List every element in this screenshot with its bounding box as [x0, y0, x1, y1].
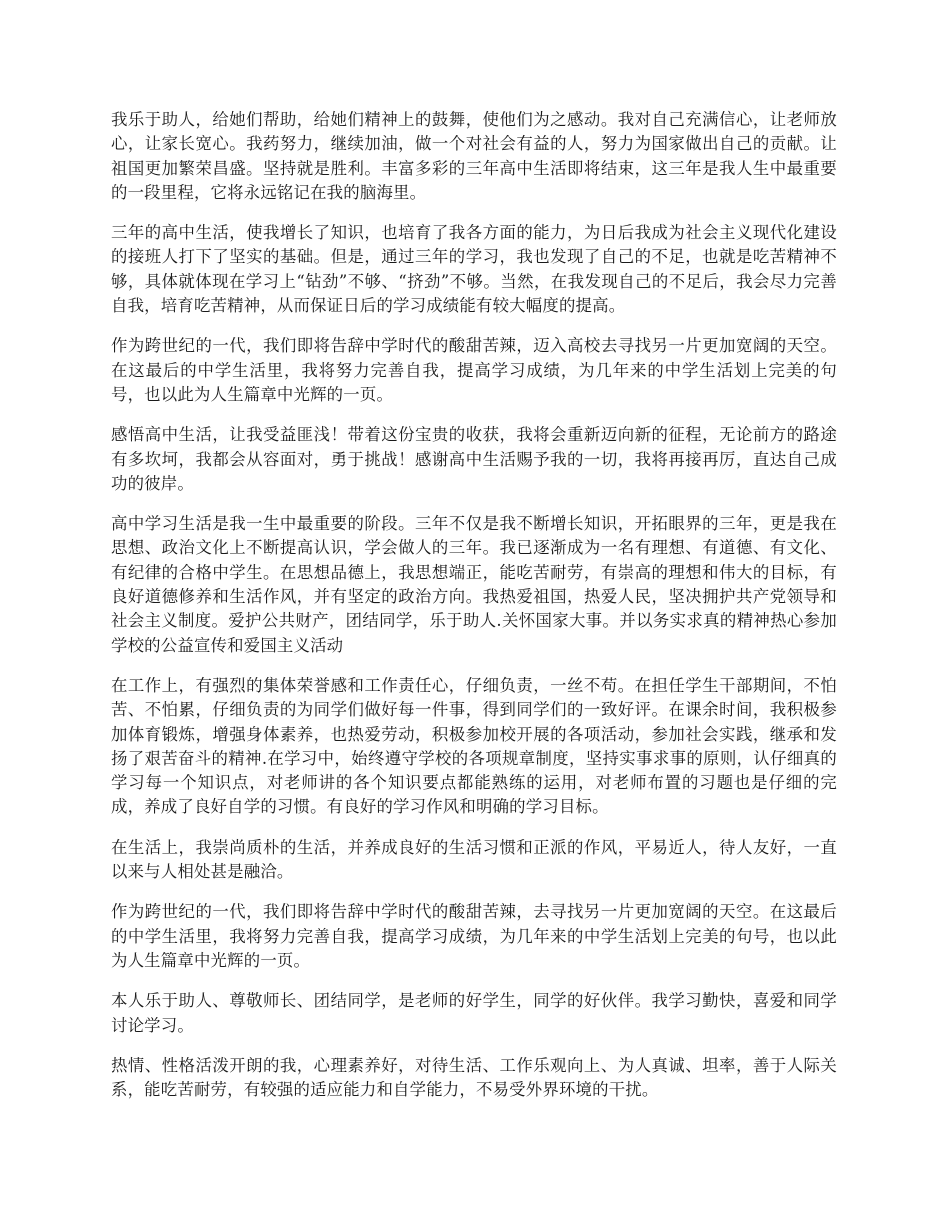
paragraph-9: 本人乐于助人、尊敬师长、团结同学，是老师的好学生，同学的好伙伴。我学习勤快，喜爱和同学讨论学习。: [111, 991, 837, 1035]
paragraph-5: 高中学习生活是我一生中最重要的阶段。三年不仅是我不断增长知识，开拓眼界的三年，更是我在思想、政治文化上不断提高认识，学会做人的三年。我已逐渐成为一名有理想、有道德、有文化、有纪律的合格中学生。在思想品德上，我思想端正，能吃苦耐劳，有崇高的理想和伟大的目标，有良好道德修养和生活作风，并有坚定的政治方向。我热爱祖国，热爱人民，坚决拥护共产党领导和社会主义制度。爱护公共财产，团结同学，乐于助人.关怀国家大事。并以务实求真的精神热心参加学校的公益宣传和爱国主义活动: [111, 514, 837, 655]
paragraph-8: 作为跨世纪的一代，我们即将告辞中学时代的酸甜苦辣，去寻找另一片更加宽阔的天空。在这最后的中学生活里，我将努力完善自我，提高学习成绩，为几年来的中学生活划上完美的句号，也以此为人生篇章中光辉的一页。: [111, 902, 837, 970]
paragraph-3: 作为跨世纪的一代，我们即将告辞中学时代的酸甜苦辣，迈入高校去寻找另一片更加宽阔的天空。在这最后的中学生活里，我将努力完善自我，提高学习成绩，为几年来的中学生活划上完美的句号，也以此为人生篇章中光辉的一页。: [111, 336, 837, 404]
paragraph-10: 热情、性格活泼开朗的我，心理素养好，对待生活、工作乐观向上、为人真诚、坦率，善于人际关系，能吃苦耐劳，有较强的适应能力和自学能力，不易受外界环境的干扰。: [111, 1055, 837, 1100]
paragraph-6: 在工作上，有强烈的集体荣誉感和工作责任心，仔细负责，一丝不苟。在担任学生干部期间，不怕苦、不怕累，仔细负责的为同学们做好每一件事，得到同学们的一致好评。在课余时间，我积极参加体育锻炼，增强身体素养，也热爱劳动，积极参加校开展的各项活动，参加社会实践，继承和发扬了艰苦奋斗的精神.在学习中，始终遵守学校的各项规章制度，坚持实事求事的原则，认仔细真的学习每一个知识点，对老师讲的各个知识要点都能熟练的运用，对老师布置的习题也是仔细的完成，养成了良好自学的习惯。有良好的学习作风和明确的学习目标。: [111, 675, 837, 817]
document-page: [111, 108, 837, 1118]
paragraph-7: 在生活上，我崇尚质朴的生活，并养成良好的生活习惯和正派的作风，平易近人，待人友好，一直以来与人相处甚是融洽。: [111, 837, 837, 882]
paragraph-4: 感悟高中生活，让我受益匪浅！带着这份宝贵的收获，我将会重新迈向新的征程，无论前方的路途有多坎坷，我都会从容面对，勇于挑战！感谢高中生活赐予我的一切，我将再接再厉，直达自己成功的彼岸。: [111, 425, 837, 493]
paragraph-2: 三年的高中生活，使我增长了知识，也培育了我各方面的能力，为日后我成为社会主义现代化建设的接班人打下了坚实的基础。但是，通过三年的学习，我也发现了自己的不足，也就是吃苦精神不够，具体就体现在学习上“钻劲”不够、“挤劲”不够。当然，在我发现自己的不足后，我会尽力完善自我，培育吃苦精神，从而保证日后的学习成绩能有较大幅度的提高。: [111, 223, 837, 316]
paragraph-1: 我乐于助人，给她们帮助，给她们精神上的鼓舞，使他们为之感动。我对自己充满信心，让老师放心，让家长宽心。我药努力，继续加油，做一个对社会有益的人，努力为国家做出自己的贡献。让祖国更加繁荣昌盛。坚持就是胜利。丰富多彩的三年高中生活即将结束，这三年是我人生中最重要的一段里程，它将永远铭记在我的脑海里。: [111, 110, 837, 202]
